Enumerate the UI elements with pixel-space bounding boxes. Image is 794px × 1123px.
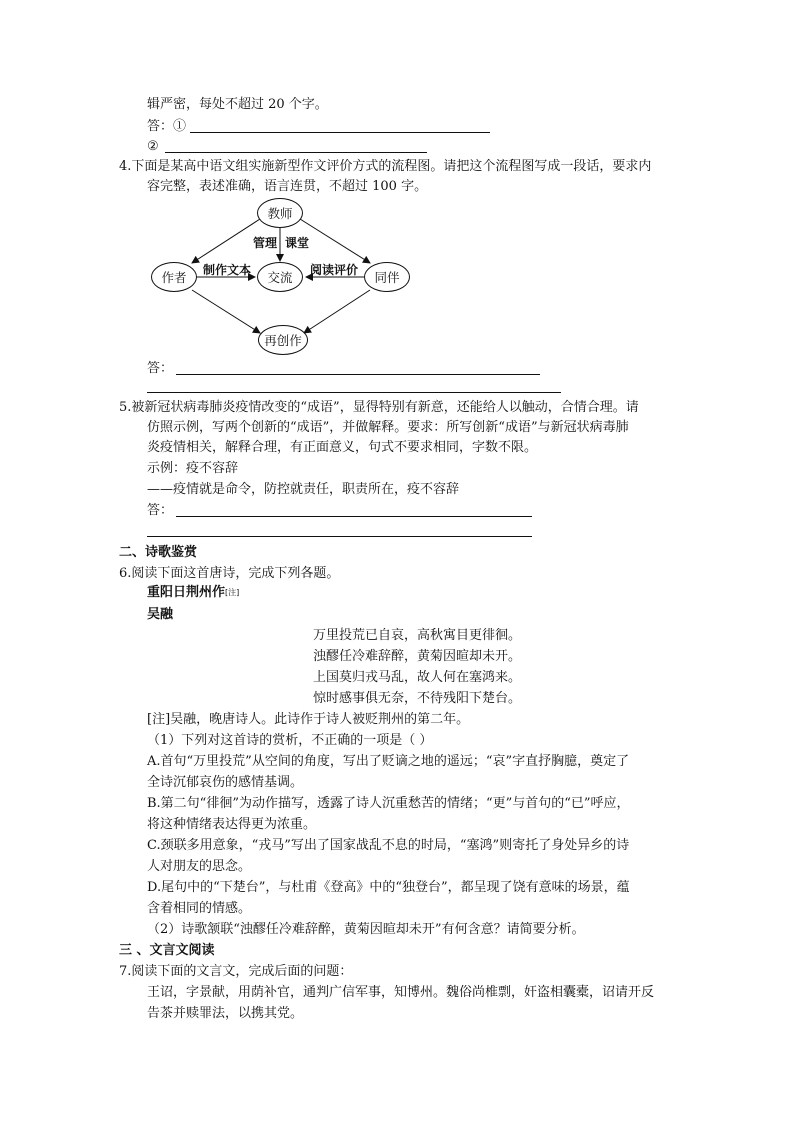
q7-text-line-1: 王诏，字景献，用荫补官，通判广信军事，知博州。魏俗尚椎剽，奸盗相囊橐，诏请开反 — [147, 985, 655, 1000]
q5-example-label: 示例：疫不容辞 — [147, 461, 239, 476]
q6-option-d-line-2: 含着相同的情感。 — [147, 901, 252, 916]
q3-tail-text: 辑严密，每处不超过 20 个字。 — [147, 97, 328, 112]
q6-option-c-line-1: C.颈联多用意象，“戎马”写出了国家战乱不息的时局，“塞鸿”则寄托了身处异乡的诗 — [147, 838, 630, 853]
poem-title-note-mark: [注] — [225, 588, 240, 597]
poem-line-2: 浊醪任冷难辞醉，黄菊因暄却未开。 — [313, 649, 522, 664]
q3-answer-line-2[interactable] — [165, 152, 427, 153]
q7-text-line-2: 告茶并赎罪法，以携其党。 — [147, 1006, 304, 1021]
q5-question-line-1: 5.被新冠状病毒肺炎疫情改变的“成语”，显得特别有新意，还能给人以触动，合情合理。请 — [119, 400, 639, 415]
arrow-peer-to-recreate — [304, 290, 370, 333]
flow-node-exchange: 交流 — [257, 262, 303, 292]
q6-sub-1: （1）下列对这首诗的赏析，不正确的一项是（ ） — [147, 733, 433, 748]
poem-note: [注]吴融，晚唐诗人。此诗作于诗人被贬荆州的第二年。 — [147, 712, 470, 727]
flow-label-read-eval: 阅读评价 — [310, 263, 359, 277]
poem-title — [147, 585, 239, 601]
q5-question-line-3: 炎疫情相关，解释合理，有正面意义，句式不要求相同，字数不限。 — [147, 440, 538, 455]
q3-answer-line-1[interactable] — [190, 132, 490, 133]
q4-answer-line-1[interactable] — [176, 374, 540, 375]
poem-title-text: 重阳日荆州作 — [147, 585, 226, 600]
q5-answer-line-2[interactable] — [147, 536, 532, 537]
q4-question-line-1: 4.下面是某高中语文组实施新型作文评价方式的流程图。请把这个流程图写成一段话，要求内 — [119, 159, 652, 174]
section-2-title: 二、诗歌鉴赏 — [119, 545, 198, 560]
q5-answer-line-1[interactable] — [176, 516, 532, 517]
q5-question-line-2: 仿照示例，写两个创新的“成语”，并做解释。要求：所写创新“成语”与新冠状病毒肺 — [147, 420, 629, 435]
poem-author: 吴融 — [147, 607, 174, 622]
q5-answer-prefix: 答： — [147, 503, 174, 518]
q6-option-c-line-2: 人对朋友的思念。 — [147, 859, 252, 874]
flow-node-recreate: 再创作 — [258, 325, 308, 355]
flow-node-author: 作者 — [151, 262, 197, 292]
q5-example-text: ——疫情就是命令，防控就责任，职责所在，疫不容辞 — [147, 482, 460, 497]
poem-line-3: 上国莫归戎马乱，故人何在塞鸿来。 — [313, 670, 522, 685]
q6-option-b-line-2: 将这种情绪表达得更为浓重。 — [147, 817, 317, 832]
arrow-teacher-to-author — [192, 219, 260, 263]
q6-option-a-line-1: A.首句“万里投荒”从空间的角度，写出了贬谪之地的遥远；“哀”字直抒胸臆，奠定了 — [147, 754, 630, 769]
arrow-author-to-recreate — [192, 290, 260, 333]
q3-circle-2: ② — [147, 139, 159, 154]
q6-intro: 6.阅读下面这首唐诗，完成下列各题。 — [119, 566, 340, 581]
q6-sub-2: （2）诗歌颔联“浊醪任冷难辞醉，黄菊因暄却未开”有何含意？请简要分析。 — [147, 922, 585, 937]
q6-option-a-line-2: 全诗沉郁哀伤的感情基调。 — [147, 775, 304, 790]
q3-answer-prefix: 答：① — [147, 119, 187, 134]
section-3-title: 三 、文言文阅读 — [119, 943, 215, 958]
q6-option-b-line-1: B.第二句“徘徊”为动作描写，透露了诗人沉重愁苦的情绪；“更”与首句的“已”呼应， — [147, 796, 630, 811]
flow-label-manage: 管理 — [253, 236, 278, 250]
flow-node-teacher: 教师 — [257, 198, 303, 228]
q4-answer-line-2[interactable] — [147, 392, 561, 393]
poem-line-4: 惊时感事俱无奈，不待残阳下楚台。 — [313, 691, 522, 706]
q7-intro: 7.阅读下面的文言文，完成后面的问题： — [119, 964, 353, 979]
flow-node-peer: 同伴 — [364, 262, 410, 292]
flow-label-make-text: 制作文本 — [203, 263, 252, 277]
q4-question-line-2: 容完整，表述准确，语言连贯，不超过 100 字。 — [147, 179, 428, 194]
flow-label-class: 课堂 — [285, 236, 310, 250]
q6-option-d-line-1: D.尾句中的“下楚台”，与杜甫《登高》中的“独登台”，都呈现了饶有意味的场景，蕴 — [147, 880, 630, 895]
arrow-teacher-to-peer — [300, 219, 370, 263]
q4-answer-prefix: 答： — [147, 361, 174, 376]
poem-line-1: 万里投荒已自哀，高秋寓目更徘徊。 — [313, 628, 522, 643]
